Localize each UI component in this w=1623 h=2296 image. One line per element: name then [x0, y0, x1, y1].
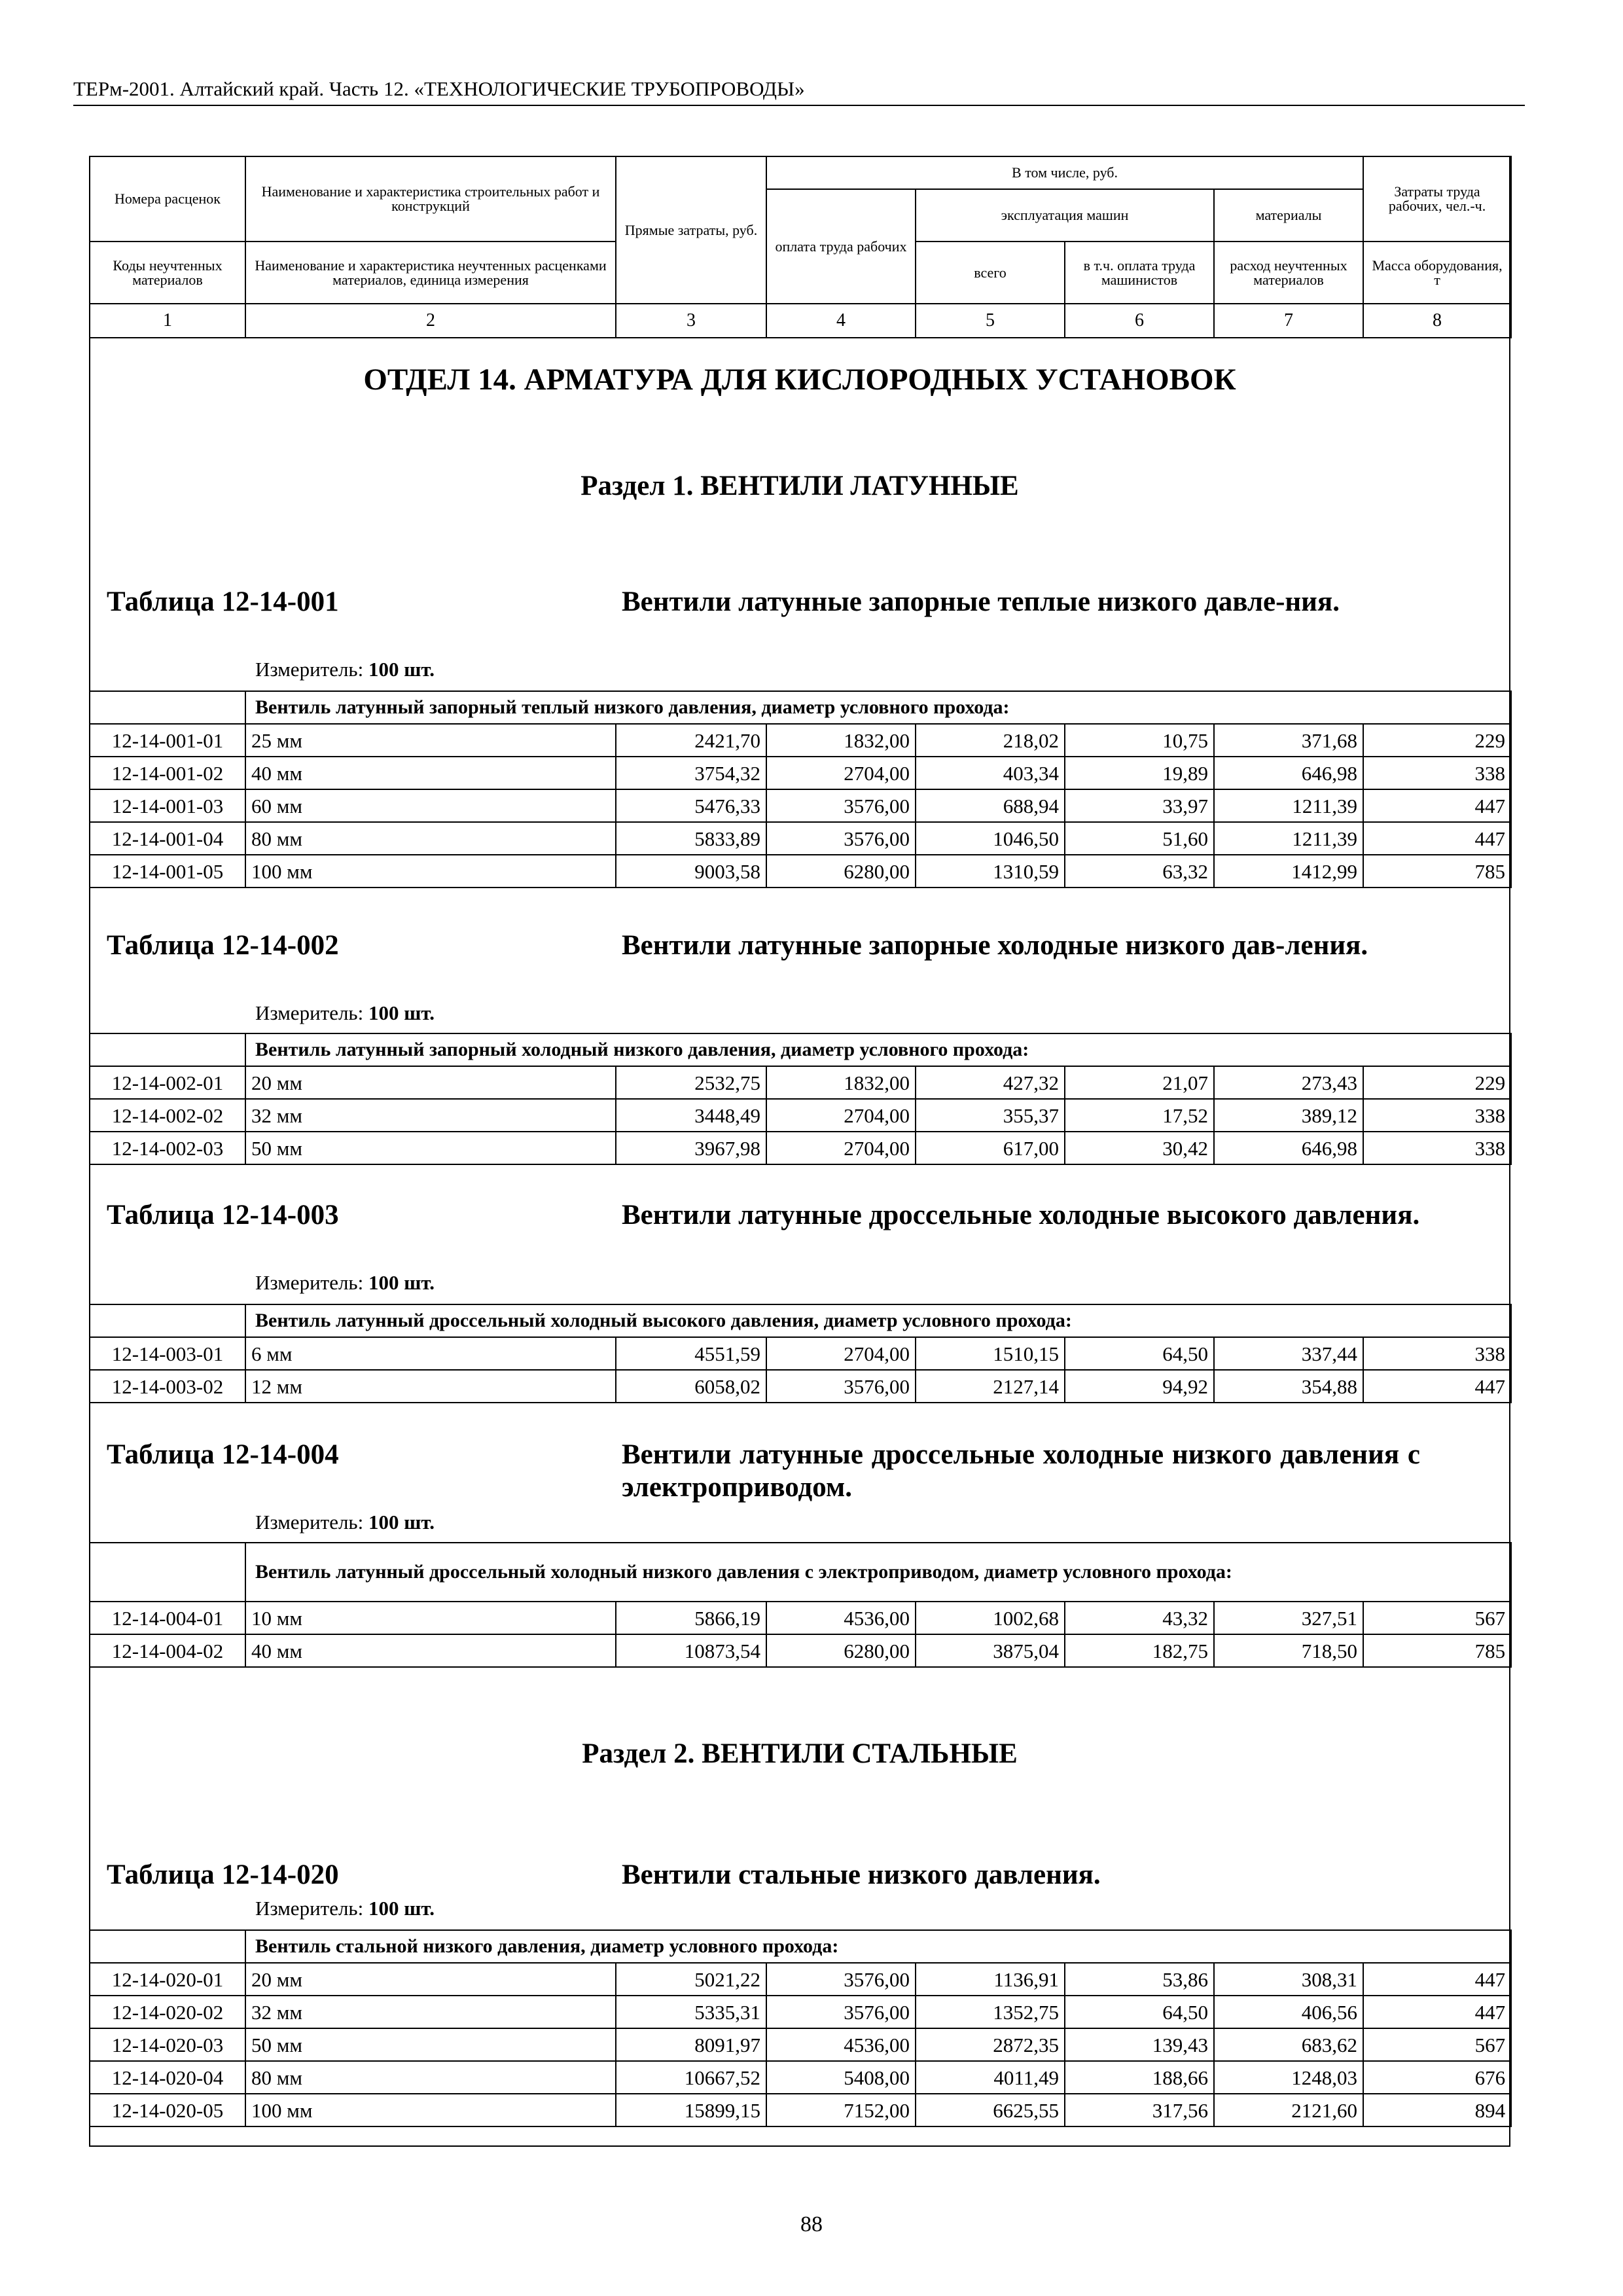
value-cell: 3576,00	[766, 1370, 916, 1403]
value-cell: 63,32	[1065, 855, 1214, 888]
value-cell: 308,31	[1214, 1963, 1363, 1996]
value-cell: 3576,00	[766, 789, 916, 822]
table-row	[90, 789, 1511, 822]
header-col2-top: Наименование и характеристика строительных работ и конструкций	[245, 156, 616, 242]
page-number: 88	[800, 2212, 823, 2236]
section-title: Раздел 1. ВЕНТИЛИ ЛАТУННЫЕ	[580, 471, 1019, 501]
item-name: 6 мм	[245, 1337, 616, 1370]
measure-label: Измеритель:	[255, 1511, 364, 1534]
table-number: Таблица 12-14-002	[107, 930, 339, 961]
rate-code: 12-14-020-03	[90, 2028, 245, 2061]
table-title: Вентили латунные дроссельные холодные высокого давления.	[622, 1200, 1420, 1230]
value-cell: 447	[1363, 1370, 1511, 1403]
value-cell: 567	[1363, 2028, 1511, 2061]
item-name: 20 мм	[245, 1963, 616, 1996]
value-cell: 3967,98	[616, 1132, 766, 1164]
value-cell: 10667,52	[616, 2061, 766, 2094]
rate-code: 12-14-001-03	[90, 789, 245, 822]
caption-spacer	[90, 1304, 245, 1337]
item-name: 100 мм	[245, 2094, 616, 2126]
measure-value: 100 шт.	[368, 1271, 435, 1294]
table-number: Таблица 12-14-003	[107, 1200, 339, 1230]
header-number: 2	[245, 304, 616, 338]
value-cell: 6280,00	[766, 1634, 916, 1667]
value-cell: 447	[1363, 789, 1511, 822]
table-number: Таблица 12-14-020	[107, 1859, 339, 1890]
value-cell: 21,07	[1065, 1066, 1214, 1099]
header-machines-total: всего	[916, 242, 1065, 304]
header-number: 3	[616, 304, 766, 338]
value-cell: 5476,33	[616, 789, 766, 822]
value-cell: 1310,59	[916, 855, 1065, 888]
header-col8-bottom: Масса оборудования, т	[1363, 242, 1511, 304]
item-name: 100 мм	[245, 855, 616, 888]
table-caption: Вентиль латунный дроссельный холодный высокого давления, диаметр условного прохода:	[245, 1304, 1511, 1337]
value-cell: 718,50	[1214, 1634, 1363, 1667]
value-cell: 447	[1363, 822, 1511, 855]
value-cell: 10873,54	[616, 1634, 766, 1667]
value-cell: 567	[1363, 1602, 1511, 1634]
rate-code: 12-14-001-01	[90, 724, 245, 757]
table-row	[90, 1996, 1511, 2028]
value-cell: 2121,60	[1214, 2094, 1363, 2126]
value-cell: 3576,00	[766, 822, 916, 855]
table-row	[90, 1066, 1511, 1099]
value-cell: 6058,02	[616, 1370, 766, 1403]
value-cell: 4536,00	[766, 2028, 916, 2061]
value-cell: 188,66	[1065, 2061, 1214, 2094]
value-cell: 2421,70	[616, 724, 766, 757]
rate-table	[89, 1542, 1512, 1668]
header-number: 6	[1065, 304, 1214, 338]
rate-table	[89, 1033, 1512, 1165]
header-col1-bottom: Коды неучтенных материалов	[90, 242, 245, 304]
header-machines: эксплуатация машин	[916, 189, 1214, 242]
value-cell: 5866,19	[616, 1602, 766, 1634]
value-cell: 646,98	[1214, 1132, 1363, 1164]
value-cell: 139,43	[1065, 2028, 1214, 2061]
header-number: 4	[766, 304, 916, 338]
item-name: 40 мм	[245, 1634, 616, 1667]
value-cell: 17,52	[1065, 1099, 1214, 1132]
measure-value: 100 шт.	[368, 1001, 435, 1024]
value-cell: 8091,97	[616, 2028, 766, 2061]
header-rule	[73, 105, 1525, 106]
header-labor-pay: оплата труда рабочих	[766, 189, 916, 304]
value-cell: 337,44	[1214, 1337, 1363, 1370]
value-cell: 3576,00	[766, 1963, 916, 1996]
rate-code: 12-14-020-05	[90, 2094, 245, 2126]
table-row	[90, 1602, 1511, 1634]
value-cell: 427,32	[916, 1066, 1065, 1099]
table-row	[90, 1099, 1511, 1132]
header-materials-bottom: расход неучтенных материалов	[1214, 242, 1363, 304]
value-cell: 19,89	[1065, 757, 1214, 789]
value-cell: 229	[1363, 724, 1511, 757]
value-cell: 1832,00	[766, 1066, 916, 1099]
value-cell: 4011,49	[916, 2061, 1065, 2094]
value-cell: 3754,32	[616, 757, 766, 789]
measure	[255, 658, 435, 681]
caption-spacer	[90, 1543, 245, 1602]
value-cell: 338	[1363, 1337, 1511, 1370]
rate-code: 12-14-020-02	[90, 1996, 245, 2028]
department-title: ОТДЕЛ 14. АРМАТУРА ДЛЯ КИСЛОРОДНЫХ УСТАНОВОК	[363, 363, 1236, 397]
table-row	[90, 2094, 1511, 2126]
value-cell: 1832,00	[766, 724, 916, 757]
header-number: 7	[1214, 304, 1363, 338]
table-number: Таблица 12-14-004	[107, 1439, 339, 1470]
value-cell: 338	[1363, 1132, 1511, 1164]
value-cell: 406,56	[1214, 1996, 1363, 2028]
value-cell: 1211,39	[1214, 822, 1363, 855]
measure	[255, 1511, 435, 1534]
value-cell: 2532,75	[616, 1066, 766, 1099]
value-cell: 229	[1363, 1066, 1511, 1099]
measure-value: 100 шт.	[368, 1897, 435, 1920]
caption-spacer	[90, 691, 245, 724]
value-cell: 676	[1363, 2061, 1511, 2094]
table-row	[90, 1132, 1511, 1164]
value-cell: 1412,99	[1214, 855, 1363, 888]
value-cell: 2872,35	[916, 2028, 1065, 2061]
item-name: 12 мм	[245, 1370, 616, 1403]
rate-code: 12-14-001-05	[90, 855, 245, 888]
value-cell: 3576,00	[766, 1996, 916, 2028]
measure-label: Измеритель:	[255, 1271, 364, 1294]
value-cell: 2704,00	[766, 1132, 916, 1164]
header-number: 1	[90, 304, 245, 338]
value-cell: 894	[1363, 2094, 1511, 2126]
value-cell: 355,37	[916, 1099, 1065, 1132]
table-row	[90, 757, 1511, 789]
running-header: ТЕРм-2001. Алтайский край. Часть 12. «ТЕХНОЛОГИЧЕСКИЕ ТРУБОПРОВОДЫ»	[73, 77, 805, 100]
rate-code: 12-14-004-01	[90, 1602, 245, 1634]
table-row	[90, 1963, 1511, 1996]
header-materials: материалы	[1214, 189, 1363, 242]
measure	[255, 1897, 435, 1920]
caption-row	[90, 1543, 1511, 1602]
value-cell: 5335,31	[616, 1996, 766, 2028]
table-title: Вентили стальные низкого давления.	[622, 1859, 1101, 1890]
column-header-table	[89, 156, 1512, 338]
rate-code: 12-14-001-04	[90, 822, 245, 855]
value-cell: 4536,00	[766, 1602, 916, 1634]
header-col1-top: Номера расценок	[90, 156, 245, 242]
rate-table	[89, 1304, 1512, 1403]
measure-label: Измеритель:	[255, 1897, 364, 1920]
value-cell: 785	[1363, 855, 1511, 888]
table-number: Таблица 12-14-001	[107, 586, 339, 617]
rate-code: 12-14-002-02	[90, 1099, 245, 1132]
value-cell: 2704,00	[766, 757, 916, 789]
value-cell: 617,00	[916, 1132, 1065, 1164]
rate-code: 12-14-004-02	[90, 1634, 245, 1667]
value-cell: 64,50	[1065, 1337, 1214, 1370]
table-caption: Вентиль латунный запорный холодный низкого давления, диаметр условного прохода:	[245, 1033, 1511, 1066]
table-row	[90, 2061, 1511, 2094]
value-cell: 1002,68	[916, 1602, 1065, 1634]
value-cell: 9003,58	[616, 855, 766, 888]
value-cell: 10,75	[1065, 724, 1214, 757]
value-cell: 688,94	[916, 789, 1065, 822]
item-name: 40 мм	[245, 757, 616, 789]
rate-code: 12-14-002-03	[90, 1132, 245, 1164]
item-name: 50 мм	[245, 1132, 616, 1164]
value-cell: 354,88	[1214, 1370, 1363, 1403]
caption-row	[90, 1033, 1511, 1066]
value-cell: 3448,49	[616, 1099, 766, 1132]
rate-table	[89, 691, 1512, 888]
value-cell: 389,12	[1214, 1099, 1363, 1132]
value-cell: 182,75	[1065, 1634, 1214, 1667]
value-cell: 447	[1363, 1963, 1511, 1996]
table-caption: Вентиль латунный дроссельный холодный низкого давления с электроприводом, диаметр условного прохода:	[245, 1543, 1511, 1602]
value-cell: 7152,00	[766, 2094, 916, 2126]
value-cell: 6280,00	[766, 855, 916, 888]
value-cell: 338	[1363, 1099, 1511, 1132]
value-cell: 2704,00	[766, 1337, 916, 1370]
header-col3: Прямые затраты, руб.	[616, 156, 766, 304]
value-cell: 646,98	[1214, 757, 1363, 789]
item-name: 80 мм	[245, 2061, 616, 2094]
value-cell: 5408,00	[766, 2061, 916, 2094]
table-caption: Вентиль латунный запорный теплый низкого давления, диаметр условного прохода:	[245, 691, 1511, 724]
value-cell: 338	[1363, 757, 1511, 789]
value-cell: 51,60	[1065, 822, 1214, 855]
header-number: 8	[1363, 304, 1511, 338]
caption-row	[90, 1304, 1511, 1337]
table-row	[90, 1634, 1511, 1667]
measure-label: Измеритель:	[255, 1001, 364, 1024]
table-row	[90, 2028, 1511, 2061]
value-cell: 3875,04	[916, 1634, 1065, 1667]
table-title: Вентили латунные запорные холодные низкого дав-ления.	[622, 930, 1368, 961]
rate-code: 12-14-020-01	[90, 1963, 245, 1996]
item-name: 32 мм	[245, 1996, 616, 2028]
measure-label: Измеритель:	[255, 658, 364, 681]
value-cell: 1352,75	[916, 1996, 1065, 2028]
measure	[255, 1001, 435, 1025]
header-col8-top: Затраты труда рабочих, чел.-ч.	[1363, 156, 1511, 242]
measure-value: 100 шт.	[368, 658, 435, 681]
table-row	[90, 855, 1511, 888]
rate-code: 12-14-003-01	[90, 1337, 245, 1370]
measure	[255, 1271, 435, 1295]
caption-spacer	[90, 1033, 245, 1066]
value-cell: 15899,15	[616, 2094, 766, 2126]
table-row	[90, 1337, 1511, 1370]
header-col2-bottom: Наименование и характеристика неучтенных расценками материалов, единица измерения	[245, 242, 616, 304]
value-cell: 317,56	[1065, 2094, 1214, 2126]
item-name: 60 мм	[245, 789, 616, 822]
value-cell: 5833,89	[616, 822, 766, 855]
value-cell: 5021,22	[616, 1963, 766, 1996]
table-row	[90, 1370, 1511, 1403]
value-cell: 33,97	[1065, 789, 1214, 822]
caption-row	[90, 691, 1511, 724]
value-cell: 1046,50	[916, 822, 1065, 855]
rate-code: 12-14-001-02	[90, 757, 245, 789]
value-cell: 1136,91	[916, 1963, 1065, 1996]
caption-spacer	[90, 1930, 245, 1963]
table-caption: Вентиль стальной низкого давления, диаметр условного прохода:	[245, 1930, 1511, 1963]
value-cell: 4551,59	[616, 1337, 766, 1370]
item-name: 32 мм	[245, 1099, 616, 1132]
item-name: 20 мм	[245, 1066, 616, 1099]
table-title: Вентили латунные запорные теплые низкого давле-ния.	[622, 586, 1340, 617]
section-title: Раздел 2. ВЕНТИЛИ СТАЛЬНЫЕ	[582, 1738, 1018, 1769]
value-cell: 683,62	[1214, 2028, 1363, 2061]
rate-table	[89, 1929, 1512, 2127]
rate-code: 12-14-002-01	[90, 1066, 245, 1099]
caption-row	[90, 1930, 1511, 1963]
item-name: 25 мм	[245, 724, 616, 757]
value-cell: 218,02	[916, 724, 1065, 757]
value-cell: 43,32	[1065, 1602, 1214, 1634]
table-row	[90, 724, 1511, 757]
value-cell: 1211,39	[1214, 789, 1363, 822]
rate-code: 12-14-020-04	[90, 2061, 245, 2094]
measure-value: 100 шт.	[368, 1511, 435, 1534]
value-cell: 273,43	[1214, 1066, 1363, 1099]
value-cell: 2127,14	[916, 1370, 1065, 1403]
table-row	[90, 822, 1511, 855]
item-name: 50 мм	[245, 2028, 616, 2061]
table-title: Вентили латунные дроссельные холодные низкого давления с электроприводом.	[622, 1439, 1420, 1503]
value-cell: 785	[1363, 1634, 1511, 1667]
header-number: 5	[916, 304, 1065, 338]
value-cell: 64,50	[1065, 1996, 1214, 2028]
value-cell: 327,51	[1214, 1602, 1363, 1634]
item-name: 10 мм	[245, 1602, 616, 1634]
value-cell: 2704,00	[766, 1099, 916, 1132]
value-cell: 1510,15	[916, 1337, 1065, 1370]
value-cell: 1248,03	[1214, 2061, 1363, 2094]
value-cell: 371,68	[1214, 724, 1363, 757]
item-name: 80 мм	[245, 822, 616, 855]
value-cell: 403,34	[916, 757, 1065, 789]
rate-code: 12-14-003-02	[90, 1370, 245, 1403]
value-cell: 6625,55	[916, 2094, 1065, 2126]
value-cell: 30,42	[1065, 1132, 1214, 1164]
header-incl: В том числе, руб.	[766, 156, 1363, 189]
value-cell: 447	[1363, 1996, 1511, 2028]
value-cell: 53,86	[1065, 1963, 1214, 1996]
header-machines-incl: в т.ч. оплата труда машинистов	[1065, 242, 1214, 304]
value-cell: 94,92	[1065, 1370, 1214, 1403]
